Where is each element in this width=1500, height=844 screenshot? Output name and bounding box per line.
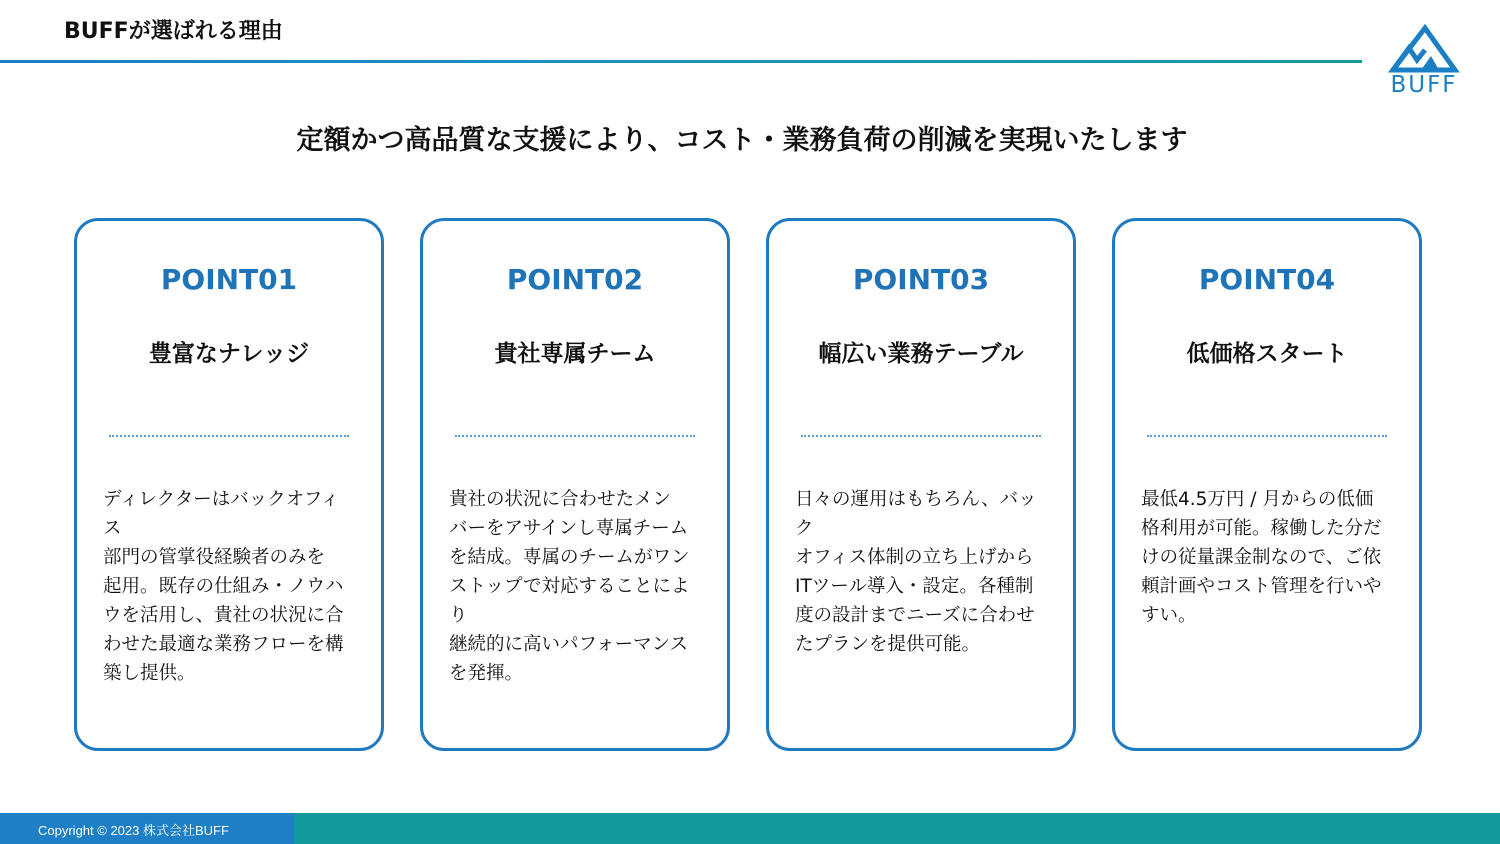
card-body: ディレクターはバックオフィス 部門の管掌役経験者のみを 起用。既存の仕組み・ノウハ ウを活用し、貴社の状況に合 わせた最適な業務フローを構 築し提供。 bbox=[103, 489, 344, 684]
card-divider bbox=[455, 435, 695, 437]
header-divider bbox=[0, 60, 1362, 63]
card-point-label: POINT03 bbox=[852, 263, 990, 296]
point-card-2 bbox=[420, 218, 730, 751]
card-divider bbox=[801, 435, 1041, 437]
footer-bar bbox=[0, 813, 1500, 844]
card-point-label: POINT02 bbox=[506, 263, 644, 296]
headline: 定額かつ高品質な支援により、コスト・業務負荷の削減を実現いたします bbox=[296, 125, 1188, 156]
point-card-3 bbox=[766, 218, 1076, 751]
logo-text: BUFF bbox=[1390, 72, 1458, 98]
point-card-1 bbox=[74, 218, 384, 751]
page-title: BUFFが選ばれる理由 bbox=[64, 19, 283, 44]
card-divider bbox=[1147, 435, 1387, 437]
card-body: 日々の運用はもちろん、バック オフィス体制の立ち上げから ITツール導入・設定。各種制 度の設計までニーズに合わせ たプランを提供可能。 bbox=[795, 489, 1037, 655]
brand-logo bbox=[1384, 24, 1464, 102]
card-title: 豊富なナレッジ bbox=[148, 341, 310, 367]
card-divider bbox=[109, 435, 349, 437]
card-title: 幅広い業務テーブル bbox=[818, 341, 1024, 367]
card-title: 低価格スタート bbox=[1186, 341, 1348, 367]
card-body: 貴社の状況に合わせたメン バーをアサインし専属チーム を結成。専属のチームがワン ストップで対応することにより 継続的に高いパフォーマンス を発揮。 bbox=[449, 489, 690, 684]
point-card-4 bbox=[1112, 218, 1422, 751]
card-point-label: POINT04 bbox=[1198, 263, 1336, 296]
mountain-logo-icon bbox=[1387, 24, 1461, 74]
card-title: 貴社専属チーム bbox=[494, 341, 656, 367]
footer-copyright: Copyright © 2023 株式会社BUFF bbox=[38, 823, 229, 838]
card-point-label: POINT01 bbox=[160, 263, 298, 296]
card-body: 最低4.5万円 / 月からの低価 格利用が可能。稼働した分だ けの従量課金制なので、ご依 頼計画やコスト管理を行いや すい。 bbox=[1141, 489, 1382, 626]
